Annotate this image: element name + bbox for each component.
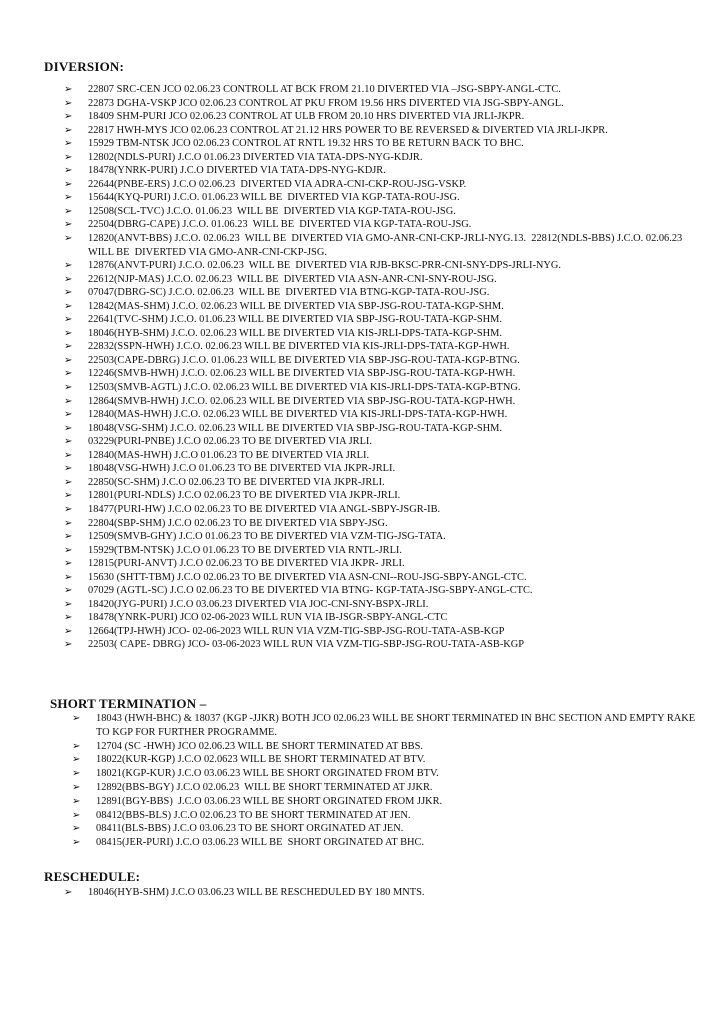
- list-item-text: 22612(NJP-MAS) J.C.O. 02.06.23 WILL BE DIVERTED VIA ASN-ANR-CNI-SNY-ROU-JSG.: [88, 273, 497, 285]
- short-termination-heading: SHORT TERMINATION –: [50, 696, 207, 711]
- list-item: [72, 753, 702, 767]
- list-item: [64, 327, 704, 341]
- list-item-text: 12820(ANVT-BBS) J.C.O. 02.06.23 WILL BE DIVERTED VIA GMO-ANR-CNI-CKP-JRLI-NYG.13. 22812(NDLS-BBS) J.C.O. 02.06.23 WILL BE DIVERTED VIA GMO-ANR-CNI-CKP-JSG.: [88, 233, 688, 258]
- list-item: [64, 191, 704, 205]
- list-item: [64, 638, 704, 652]
- list-item-text: 12840(MAS-HWH) J.C.O 01.06.23 TO BE DIVERTED VIA JRLI.: [88, 449, 370, 461]
- list-item: [64, 124, 704, 138]
- list-item-text: 22873 DGHA-VSKP JCO 02.06.23 CONTROL AT PKU FROM 19.56 HRS DIVERTED VIA JSG-SBPY-ANGL.: [88, 97, 564, 109]
- arrow-bullet-icon: ➢: [64, 300, 73, 312]
- list-item: [64, 151, 704, 165]
- list-item-text: 22832(SSPN-HWH) J.C.O. 02.06.23 WILL BE DIVERTED VIA KIS-JRLI-DPS-TATA-KGP-HWH.: [88, 341, 510, 353]
- list-item: [64, 97, 704, 111]
- list-item: [64, 395, 704, 409]
- arrow-bullet-icon: ➢: [64, 287, 73, 299]
- list-item-text: 22817 HWH-MYS JCO 02.06.23 CONTROL AT 21.12 HRS POWER TO BE REVERSED & DIVERTED VIA JRLI-JKPR.: [88, 124, 608, 136]
- arrow-bullet-icon: ➢: [64, 327, 73, 339]
- list-item: [64, 462, 704, 476]
- arrow-bullet-icon: ➢: [64, 260, 73, 272]
- arrow-bullet-icon: ➢: [64, 233, 73, 245]
- arrow-bullet-icon: ➢: [64, 887, 73, 898]
- list-item-text: 15929(TBM-NTSK) J.C.O 01.06.23 TO BE DIVERTED VIA RNTL-JRLI.: [88, 544, 402, 556]
- list-item: [64, 137, 704, 151]
- arrow-bullet-icon: ➢: [64, 517, 73, 529]
- short-termination-list: [72, 712, 702, 850]
- list-item-text: 22641(TVC-SHM) J.C.O. 01.06.23 WILL BE DIVERTED VIA SBP-JSG-ROU-TATA-KGP-SHM.: [88, 314, 503, 326]
- reschedule-list: [64, 886, 704, 900]
- list-item-text: 22807 SRC-CEN JCO 02.06.23 CONTROLL AT BCK FROM 21.10 DIVERTED VIA –JSG-SBPY-ANGL-CTC.: [88, 84, 561, 95]
- arrow-bullet-icon: ➢: [64, 138, 73, 150]
- list-item: [64, 367, 704, 381]
- arrow-bullet-icon: ➢: [72, 809, 81, 821]
- list-item: [64, 886, 704, 900]
- list-item: [64, 110, 704, 124]
- list-item-text: 18046(HYB-SHM) J.C.O. 02.06.23 WILL BE DIVERTED VIA KIS-JRLI-DPS-TATA-KGP-SHM.: [88, 327, 503, 339]
- list-item-text: 07047(DBRG-SC) J.C.O. 02.06.23 WILL BE DIVERTED VIA BTNG-KGP-TATA-ROU-JSG.: [88, 287, 490, 299]
- arrow-bullet-icon: ➢: [64, 395, 73, 407]
- list-item: [64, 313, 704, 327]
- list-item: [64, 503, 704, 517]
- list-item-text: 12704 (SC -HWH) JCO 02.06.23 WILL BE SHORT TERMINATED AT BBS.: [96, 740, 423, 752]
- arrow-bullet-icon: ➢: [64, 422, 73, 434]
- list-item: [64, 273, 704, 287]
- list-item-text: 12842(MAS-SHM) J.C.O. 02.06.23 WILL BE DIVERTED VIA SBP-JSG-ROU-TATA-KGP-SHM.: [88, 300, 504, 312]
- list-item-text: 12864(SMVB-HWH) J.C.O. 02.06.23 WILL BE DIVERTED VIA SBP-JSG-ROU-TATA-KGP-HWH.: [88, 395, 516, 407]
- list-item: [72, 740, 702, 754]
- list-item-text: 22644(PNBE-ERS) J.C.O 02.06.23 DIVERTED VIA ADRA-CNI-CKP-ROU-JSG-VSKP.: [88, 178, 467, 190]
- list-item-text: 12802(NDLS-PURI) J.C.O 01.06.23 DIVERTED VIA TATA-DPS-NYG-KDJR.: [88, 151, 423, 163]
- list-item: [64, 571, 704, 585]
- list-item: [64, 354, 704, 368]
- list-item: [64, 164, 704, 178]
- reschedule-heading: RESCHEDULE:: [44, 869, 141, 884]
- list-item-text: 22804(SBP-SHM) J.C.O 02.06.23 TO BE DIVERTED VIA SBPY-JSG.: [88, 517, 388, 529]
- list-item: [64, 408, 704, 422]
- arrow-bullet-icon: ➢: [64, 476, 73, 488]
- list-item-text: 18048(VSG-SHM) J.C.O. 02.06.23 WILL BE DIVERTED VIA SBP-JSG-ROU-TATA-KGP-SHM.: [88, 422, 503, 434]
- arrow-bullet-icon: ➢: [64, 111, 73, 123]
- list-item: [64, 435, 704, 449]
- list-item: [72, 795, 702, 809]
- list-item-text: 12891(BGY-BBS) J.C.O 03.06.23 WILL BE SHORT ORGINATED FROM JJKR.: [96, 795, 443, 807]
- arrow-bullet-icon: ➢: [64, 558, 73, 570]
- arrow-bullet-icon: ➢: [64, 97, 73, 109]
- arrow-bullet-icon: ➢: [64, 84, 73, 95]
- list-item-text: 12503(SMVB-AGTL) J.C.O. 02.06.23 WILL BE DIVERTED VIA KIS-JRLI-DPS-TATA-KGP-BTNG.: [88, 382, 521, 394]
- list-item-text: 22503( CAPE- DBRG) JCO- 03-06-2023 WILL RUN VIA VZM-TIG-SBP-JSG-ROU-TATA-ASB-KGP: [88, 639, 525, 651]
- list-item-text: 07029 (AGTL-SC) J.C.O 02.06.23 TO BE DIVERTED VIA BTNG- KGP-TATA-JSG-SBPY-ANGL-CTC.: [88, 585, 533, 597]
- list-item: [64, 611, 704, 625]
- arrow-bullet-icon: ➢: [72, 837, 81, 849]
- list-item-text: 12509(SMVB-GHY) J.C.O 01.06.23 TO BE DIVERTED VIA VZM-TIG-JSG-TATA.: [88, 531, 446, 543]
- arrow-bullet-icon: ➢: [64, 598, 73, 610]
- list-item: [72, 767, 702, 781]
- diversion-list: [64, 83, 704, 652]
- diversion-heading: DIVERSION:: [44, 59, 125, 74]
- arrow-bullet-icon: ➢: [64, 409, 73, 421]
- list-item-text: 18409 SHM-PURI JCO 02.06.23 CONTROL AT ULB FROM 20.10 HRS DIVERTED VIA JRLI-JKPR.: [88, 111, 525, 123]
- list-item: [64, 489, 704, 503]
- list-item-text: 08411(BLS-BBS) J.C.O 03.06.23 TO BE SHORT ORGINATED AT JEN.: [96, 823, 404, 835]
- arrow-bullet-icon: ➢: [64, 612, 73, 624]
- list-item-text: 12246(SMVB-HWH) J.C.O. 02.06.23 WILL BE DIVERTED VIA SBP-JSG-ROU-TATA-KGP-HWH.: [88, 368, 516, 380]
- list-item: [64, 259, 704, 273]
- list-item-text: 22503(CAPE-DBRG) J.C.O. 01.06.23 WILL BE DIVERTED VIA SBP-JSG-ROU-TATA-KGP-BTNG.: [88, 354, 520, 366]
- list-item-text: 12840(MAS-HWH) J.C.O. 02.06.23 WILL BE DIVERTED VIA KIS-JRLI-DPS-TATA-KGP-HWH.: [88, 409, 508, 421]
- arrow-bullet-icon: ➢: [64, 490, 73, 502]
- arrow-bullet-icon: ➢: [72, 768, 81, 780]
- arrow-bullet-icon: ➢: [72, 823, 81, 835]
- list-item-text: 12876(ANVT-PURI) J.C.O. 02.06.23 WILL BE DIVERTED VIA RJB-BKSC-PRR-CNI-SNY-DPS-JRLI-NYG.: [88, 260, 562, 272]
- list-item: [64, 381, 704, 395]
- arrow-bullet-icon: ➢: [64, 192, 73, 204]
- list-item-text: 18048(VSG-HWH) J.C.O 01.06.23 TO BE DIVERTED VIA JKPR-JRLI.: [88, 463, 396, 475]
- list-item-text: 03229(PURI-PNBE) J.C.O 02.06.23 TO BE DIVERTED VIA JRLI.: [88, 436, 372, 448]
- arrow-bullet-icon: ➢: [64, 625, 73, 637]
- arrow-bullet-icon: ➢: [64, 314, 73, 326]
- arrow-bullet-icon: ➢: [64, 639, 73, 651]
- arrow-bullet-icon: ➢: [64, 436, 73, 448]
- arrow-bullet-icon: ➢: [64, 368, 73, 380]
- list-item: [64, 340, 704, 354]
- list-item-text: 12508(SCL-TVC) J.C.O. 01.06.23 WILL BE DIVERTED VIA KGP-TATA-ROU-JSG.: [88, 205, 456, 217]
- arrow-bullet-icon: ➢: [72, 740, 81, 752]
- list-item-text: 12664(TPJ-HWH) JCO- 02-06-2023 WILL RUN VIA VZM-TIG-SBP-JSG-ROU-TATA-ASB-KGP: [88, 625, 505, 637]
- arrow-bullet-icon: ➢: [64, 382, 73, 394]
- list-item: [64, 83, 704, 97]
- list-item-text: 18043 (HWH-BHC) & 18037 (KGP -JJKR) BOTH JCO 02.06.23 WILL BE SHORT TERMINATED IN BHC SECTION AND EMPTY RAKE TO KGP FOR FURTHER PROGRAMME.: [96, 713, 698, 738]
- list-item-text: 12892(BBS-BGY) J.C.O 02.06.23 WILL BE SHORT TERMINATED AT JJKR.: [96, 781, 433, 793]
- list-item: [64, 300, 704, 314]
- arrow-bullet-icon: ➢: [64, 354, 73, 366]
- arrow-bullet-icon: ➢: [64, 273, 73, 285]
- list-item-text: 22504(DBRG-CAPE) J.C.O. 01.06.23 WILL BE DIVERTED VIA KGP-TATA-ROU-JSG.: [88, 219, 472, 231]
- list-item-text: 08412(BBS-BLS) J.C.O 02.06.23 TO BE SHORT TERMINATED AT JEN.: [96, 809, 411, 821]
- arrow-bullet-icon: ➢: [64, 544, 73, 556]
- list-item-text: 15644(KYQ-PURI) J.C.O. 01.06.23 WILL BE DIVERTED VIA KGP-TATA-ROU-JSG.: [88, 192, 460, 204]
- list-item: [64, 625, 704, 639]
- list-item-text: 18478(YNRK-PURI) JCO 02-06-2023 WILL RUN VIA IB-JSGR-SBPY-ANGL-CTC: [88, 612, 448, 624]
- list-item-text: 12815(PURI-ANVT) J.C.O 02.06.23 TO BE DIVERTED VIA JKPR- JRLI.: [88, 558, 405, 570]
- arrow-bullet-icon: ➢: [64, 449, 73, 461]
- list-item: [64, 178, 704, 192]
- list-item: [72, 822, 702, 836]
- list-item-text: 15630 (SHTT-TBM) J.C.O 02.06.23 TO BE DIVERTED VIA ASN-CNI--ROU-JSG-SBPY-ANGL-CTC.: [88, 571, 527, 583]
- list-item-text: 18046(HYB-SHM) J.C.O 03.06.23 WILL BE RESCHEDULED BY 180 MNTS.: [88, 887, 425, 898]
- list-item: [64, 422, 704, 436]
- list-item-text: 18477(PURI-HW) J.C.O 02.06.23 TO BE DIVERTED VIA ANGL-SBPY-JSGR-IB.: [88, 503, 441, 515]
- list-item-text: 18022(KUR-KGP) J.C.O 02.0623 WILL BE SHORT TERMINATED AT BTV.: [96, 754, 426, 766]
- list-item: [72, 781, 702, 795]
- list-item: [64, 449, 704, 463]
- list-item: [64, 584, 704, 598]
- arrow-bullet-icon: ➢: [64, 151, 73, 163]
- list-item-text: 18478(YNRK-PURI) J.C.O DIVERTED VIA TATA-DPS-NYG-KDJR.: [88, 165, 386, 177]
- arrow-bullet-icon: ➢: [72, 713, 81, 724]
- list-item: [72, 836, 702, 850]
- list-item-text: 12801(PURI-NDLS) J.C.O 02.06.23 TO BE DIVERTED VIA JKPR-JRLI.: [88, 490, 401, 502]
- arrow-bullet-icon: ➢: [64, 178, 73, 190]
- list-item: [64, 232, 704, 259]
- arrow-bullet-icon: ➢: [72, 795, 81, 807]
- list-item-text: 18021(KGP-KUR) J.C.O 03.06.23 WILL BE SHORT ORGINATED FROM BTV.: [96, 768, 439, 780]
- arrow-bullet-icon: ➢: [64, 124, 73, 136]
- list-item: [64, 476, 704, 490]
- arrow-bullet-icon: ➢: [64, 531, 73, 543]
- arrow-bullet-icon: ➢: [64, 205, 73, 217]
- list-item: [64, 557, 704, 571]
- list-item: [64, 286, 704, 300]
- arrow-bullet-icon: ➢: [64, 503, 73, 515]
- arrow-bullet-icon: ➢: [72, 781, 81, 793]
- list-item-text: 08415(JER-PURI) J.C.O 03.06.23 WILL BE SHORT ORGINATED AT BHC.: [96, 837, 425, 849]
- arrow-bullet-icon: ➢: [64, 341, 73, 353]
- list-item: [64, 530, 704, 544]
- arrow-bullet-icon: ➢: [72, 754, 81, 766]
- list-item: [64, 205, 704, 219]
- list-item: [64, 218, 704, 232]
- list-item: [72, 712, 702, 740]
- list-item-text: 22850(SC-SHM) J.C.O 02.06.23 TO BE DIVERTED VIA JKPR-JRLI.: [88, 476, 385, 488]
- list-item: [64, 544, 704, 558]
- arrow-bullet-icon: ➢: [64, 219, 73, 231]
- list-item: [72, 809, 702, 823]
- arrow-bullet-icon: ➢: [64, 463, 73, 475]
- arrow-bullet-icon: ➢: [64, 571, 73, 583]
- list-item: [64, 517, 704, 531]
- list-item-text: 18420(JYG-PURI) J.C.O 03.06.23 DIVERTED VIA JOC-CNI-SNY-BSPX-JRLI.: [88, 598, 429, 610]
- arrow-bullet-icon: ➢: [64, 585, 73, 597]
- list-item: [64, 598, 704, 612]
- arrow-bullet-icon: ➢: [64, 165, 73, 177]
- list-item-text: 15929 TBM-NTSK JCO 02.06.23 CONTROL AT RNTL 19.32 HRS TO BE RETURN BACK TO BHC.: [88, 138, 524, 150]
